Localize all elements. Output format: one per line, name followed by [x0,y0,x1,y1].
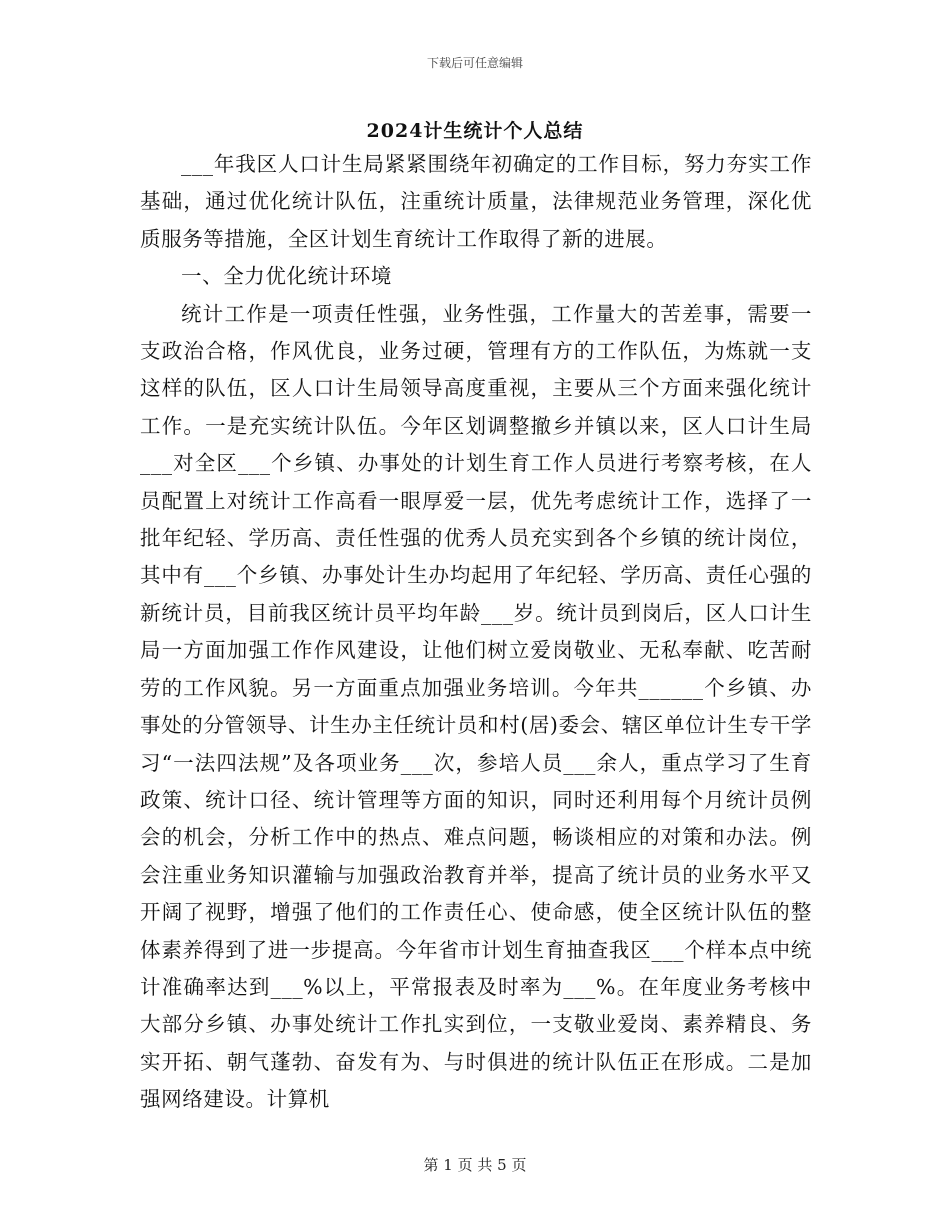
intro-paragraph: ___年我区人口计生局紧紧围绕年初确定的工作目标，努力夯实工作基础，通过优化统计队伍，注重统计质量，法律规范业务管理，深化优质服务等措施，全区计划生育统计工作取得了新的进展。 [140,152,812,251]
document-title: 2024计生统计个人总结 [366,120,584,142]
page-footer: 第 1 页 共 5 页 [423,1156,527,1174]
header-note: 下载后可任意编辑 [426,56,523,70]
document-body [140,146,812,1119]
body-paragraph: 统计工作是一项责任性强，业务性强，工作量大的苦差事，需要一支政治合格，作风优良，业务过硬，管理有方的工作队伍，为炼就一支这样的队伍，区人口计生局领导高度重视，主要从三个方面来强化统计工作。一是充实统计队伍。今年区划调整撤乡并镇以来，区人口计生局___对全区___个乡镇、办事处的计划生育工作人员进行考察考核，在人员配置上对统计工作高看一眼厚爱一层，优先考虑统计工作，选择了一批年纪轻、学历高、责任性强的优秀人员充实到各个乡镇的统计岗位，其中有___个乡镇、办事处计生办均起用了年纪轻、学历高、责任心强的新统计员，目前我区统计员平均年龄___岁。统计员到岗后，区人口计生局一方面加强工作作风建设，让他们树立爱岗敬业、无私奉献、吃苦耐劳的工作风貌。另一方面重点加强业务培训。今年共______个乡镇、办事处的分管领导、计生办主任统计员和村(居)委会、辖区单位计生专干学习“一法四法规”及各项业务___次，参培人员___余人，重点学习了生育政策、统计口径、统计管理等方面的知识，同时还利用每个月统计员例会的机会，分析工作中的热点、难点问题，畅谈相应的对策和办法。例会注重业务知识灌输与加强政治教育并举，提高了统计员的业务水平又开阔了视野，增强了他们的工作责任心、使命感，使全区统计队伍的整体素养得到了进一步提高。今年省市计划生育抽查我区___个样本点中统计准确率达到___%以上，平常报表及时率为___%。在年度业务考核中大部分乡镇、办事处统计工作扎实到位，一支敬业爱岗、素养精良、务实开拓、朝气蓬勃、奋发有为、与时俱进的统计队伍正在形成。二是加强网络建设。计算机 [140,301,812,1112]
section-heading: 一、全力优化统计环境 [181,264,392,289]
